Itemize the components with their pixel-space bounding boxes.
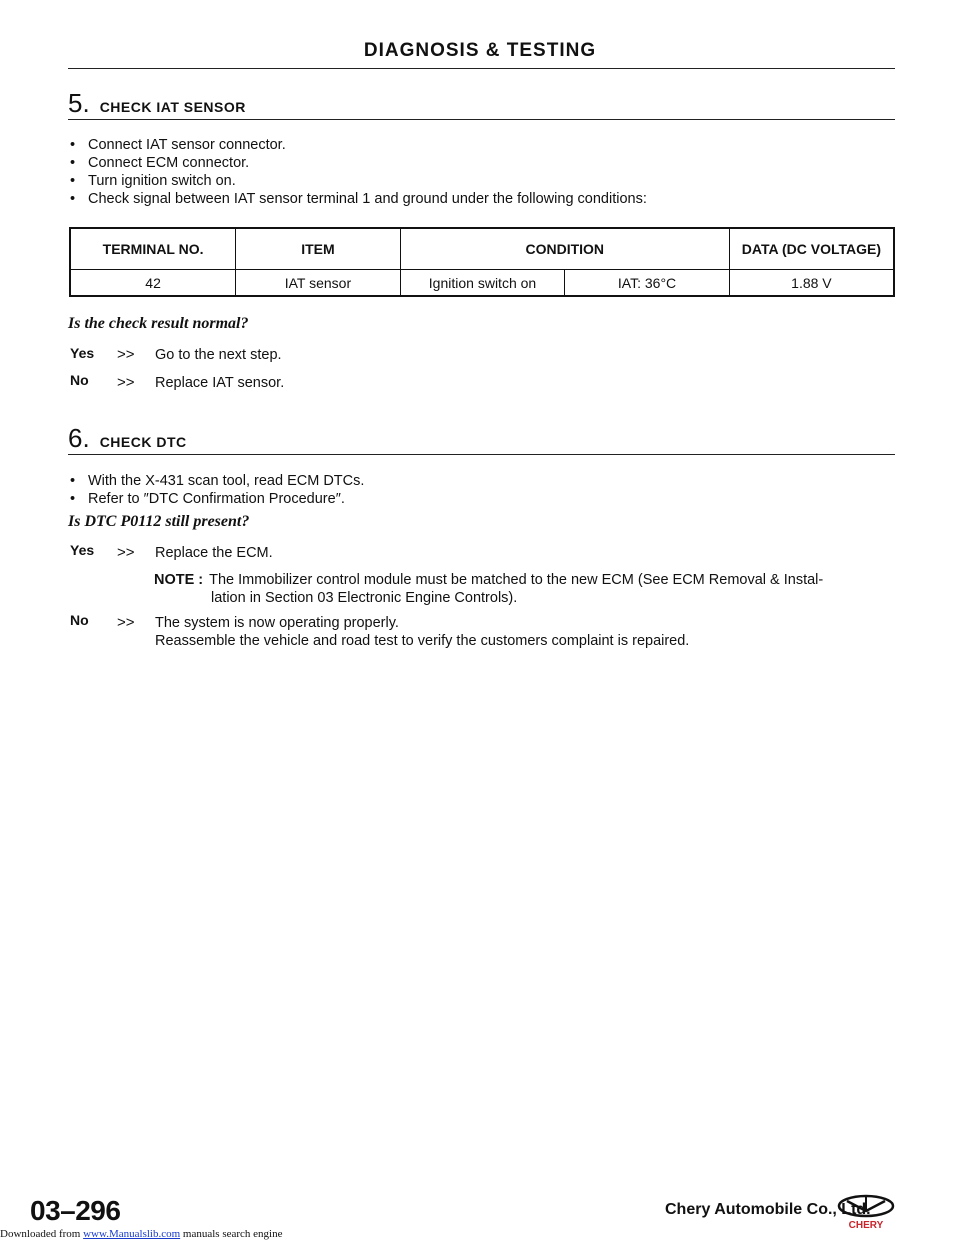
step-5-yes-text: Go to the next step. <box>155 347 282 363</box>
step-5-no-text: Replace IAT sensor. <box>155 375 285 391</box>
step-5-bullet-list <box>70 136 647 208</box>
table-header-row <box>70 228 894 270</box>
note-line-1: The Immobilizer control module must be matched to the new ECM (See ECM Removal & Instal- <box>209 572 824 588</box>
step-6-title: CHECK DTC <box>99 434 187 450</box>
table-cell: Ignition switch on <box>400 270 565 297</box>
chery-logo-icon <box>835 1193 897 1231</box>
list-item: • Connect IAT sensor connector. <box>70 137 286 153</box>
step-6-no-arrow: >> <box>117 614 135 631</box>
step-5-number: 5. <box>68 88 90 118</box>
step-6-no-line-2: Reassemble the vehicle and road test to verify the customers complaint is repaired. <box>155 633 690 649</box>
step-6-yes-arrow: >> <box>117 544 135 561</box>
download-prefix: Downloaded from <box>0 1228 81 1240</box>
table-header-item: ITEM <box>236 228 401 270</box>
company-name: Chery Automobile Co., Ltd. <box>665 1201 871 1218</box>
step-6-number: 6. <box>68 423 90 453</box>
list-item: • Connect ECM connector. <box>70 155 250 171</box>
list-item: • With the X-431 scan tool, read ECM DTCs. <box>70 473 365 489</box>
table-header-data: DATA (DC VOLTAGE) <box>729 228 894 270</box>
header-rule <box>68 68 895 69</box>
bullet-icon: • <box>70 173 76 189</box>
step-6-bullet-list <box>70 472 364 508</box>
download-suffix: manuals search engine <box>182 1228 283 1240</box>
step-6-yes-text: Replace the ECM. <box>155 545 273 561</box>
table-header-condition: CONDITION <box>400 228 729 270</box>
step-5-question: Is the check result normal? <box>68 315 249 332</box>
list-item: • Turn ignition switch on. <box>70 173 236 189</box>
bullet-icon: • <box>70 137 76 153</box>
bullet-icon: • <box>70 155 76 171</box>
step-6-rule <box>68 454 895 455</box>
step-6-no-text <box>155 614 689 650</box>
step-5-title: CHECK IAT SENSOR <box>99 99 246 115</box>
page-header-title: DIAGNOSIS & TESTING <box>363 40 597 61</box>
step-5-yes-label: Yes <box>70 345 95 361</box>
step-6-no-line-1: The system is now operating properly. <box>155 615 399 631</box>
step-5-no-label: No <box>70 372 89 388</box>
step-6-yes-label: Yes <box>70 542 95 558</box>
bullet-icon: • <box>70 491 76 507</box>
chery-logo <box>835 1193 897 1236</box>
step-5-yes-arrow: >> <box>117 346 135 363</box>
condition-table <box>69 227 895 297</box>
table-row <box>70 270 894 297</box>
step-6-no-label: No <box>70 612 89 628</box>
page-number: 03–296 <box>30 1195 121 1226</box>
step-6-heading <box>68 423 187 454</box>
manualslib-link[interactable]: www.Manualslib.com <box>83 1228 181 1240</box>
list-item: • Check signal between IAT sensor terminal 1 and ground under the following conditions: <box>70 191 647 207</box>
bullet-icon: • <box>70 191 76 207</box>
list-item: • Refer to ″DTC Confirmation Procedure″. <box>70 491 345 507</box>
table-cell: 42 <box>70 270 236 297</box>
table-cell: IAT sensor <box>236 270 401 297</box>
note-line-2: lation in Section 03 Electronic Engine Controls). <box>211 590 518 606</box>
step-5-rule <box>68 119 895 120</box>
table-cell: 1.88 V <box>729 270 894 297</box>
bullet-icon: • <box>70 473 76 489</box>
step-5-no-arrow: >> <box>117 374 135 391</box>
step-6-question: Is DTC P0112 still present? <box>68 513 250 530</box>
logo-text: CHERY <box>848 1220 884 1231</box>
table-cell: IAT: 36°C <box>565 270 730 297</box>
table-header-terminal: TERMINAL NO. <box>70 228 236 270</box>
step-5-heading <box>68 88 246 119</box>
download-footer <box>0 1228 282 1240</box>
note-label: NOTE : <box>154 572 204 588</box>
step-6-note <box>154 571 899 607</box>
